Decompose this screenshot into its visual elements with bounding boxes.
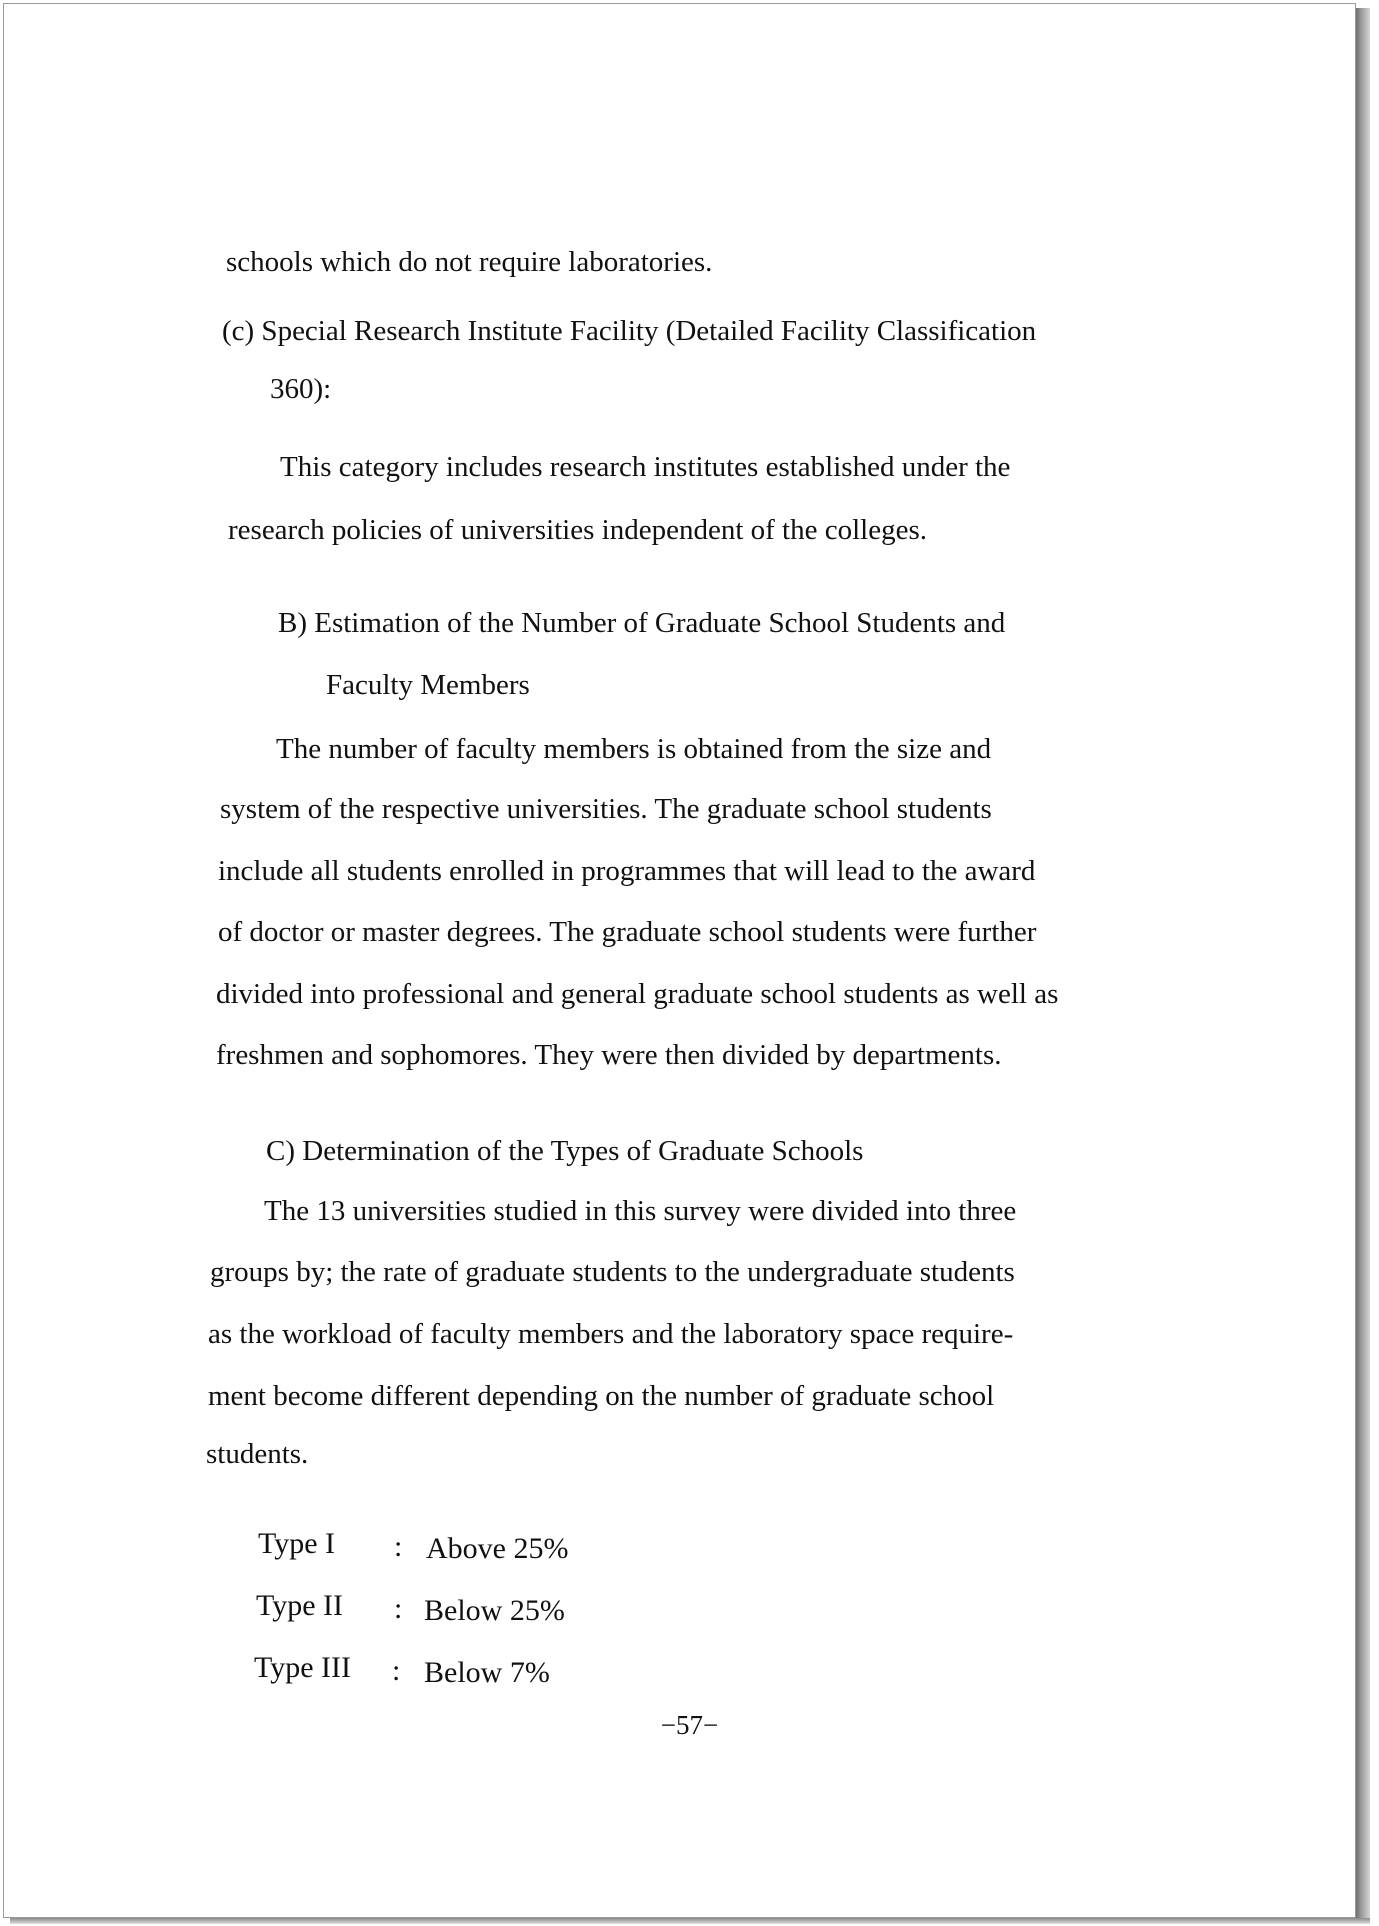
- text-line-10: include all students enrolled in programmes that will lead to the award: [218, 855, 1036, 887]
- text-line-14: C) Determination of the Types of Graduate Schools: [266, 1135, 864, 1167]
- text-line-16: groups by; the rate of graduate students to the undergraduate students: [210, 1256, 1015, 1288]
- document-page: [3, 3, 1356, 1918]
- type-3-separator: :: [392, 1654, 401, 1687]
- page-number: −57−: [660, 1710, 719, 1740]
- text-line-4: This category includes research institutes established under the: [280, 451, 1011, 483]
- text-line-7: Faculty Members: [326, 669, 530, 701]
- text-line-1: schools which do not require laboratories.: [226, 246, 713, 278]
- type-2-value: Below 25%: [424, 1594, 565, 1627]
- text-line-13: freshmen and sophomores. They were then divided by departments.: [216, 1039, 1002, 1071]
- text-line-9: system of the respective universities. The graduate school students: [220, 793, 992, 825]
- text-line-6: B) Estimation of the Number of Graduate School Students and: [278, 607, 1006, 639]
- text-line-3: 360):: [270, 373, 332, 405]
- type-1-label: Type I: [258, 1527, 336, 1560]
- text-line-5: research policies of universities independent of the colleges.: [228, 514, 927, 546]
- type-1-value: Above 25%: [426, 1532, 569, 1565]
- type-2-separator: :: [394, 1592, 403, 1625]
- type-1-separator: :: [394, 1530, 403, 1563]
- text-line-15: The 13 universities studied in this survey were divided into three: [264, 1195, 1017, 1227]
- type-3-value: Below 7%: [424, 1656, 550, 1689]
- text-line-17: as the workload of faculty members and the laboratory space require-: [208, 1318, 1014, 1350]
- text-line-12: divided into professional and general graduate school students as well as: [216, 978, 1059, 1010]
- page-shadow-right: [1356, 8, 1370, 1921]
- text-line-18: ment become different depending on the number of graduate school: [208, 1380, 995, 1412]
- text-line-11: of doctor or master degrees. The graduate school students were further: [218, 916, 1037, 948]
- type-3-label: Type III: [254, 1651, 352, 1684]
- type-2-label: Type II: [256, 1589, 344, 1622]
- text-line-2: (c) Special Research Institute Facility (Detailed Facility Classification: [222, 315, 1037, 347]
- page-shadow-bottom: [10, 1918, 1370, 1924]
- text-line-19: students.: [206, 1438, 309, 1470]
- text-line-8: The number of faculty members is obtained from the size and: [276, 733, 992, 765]
